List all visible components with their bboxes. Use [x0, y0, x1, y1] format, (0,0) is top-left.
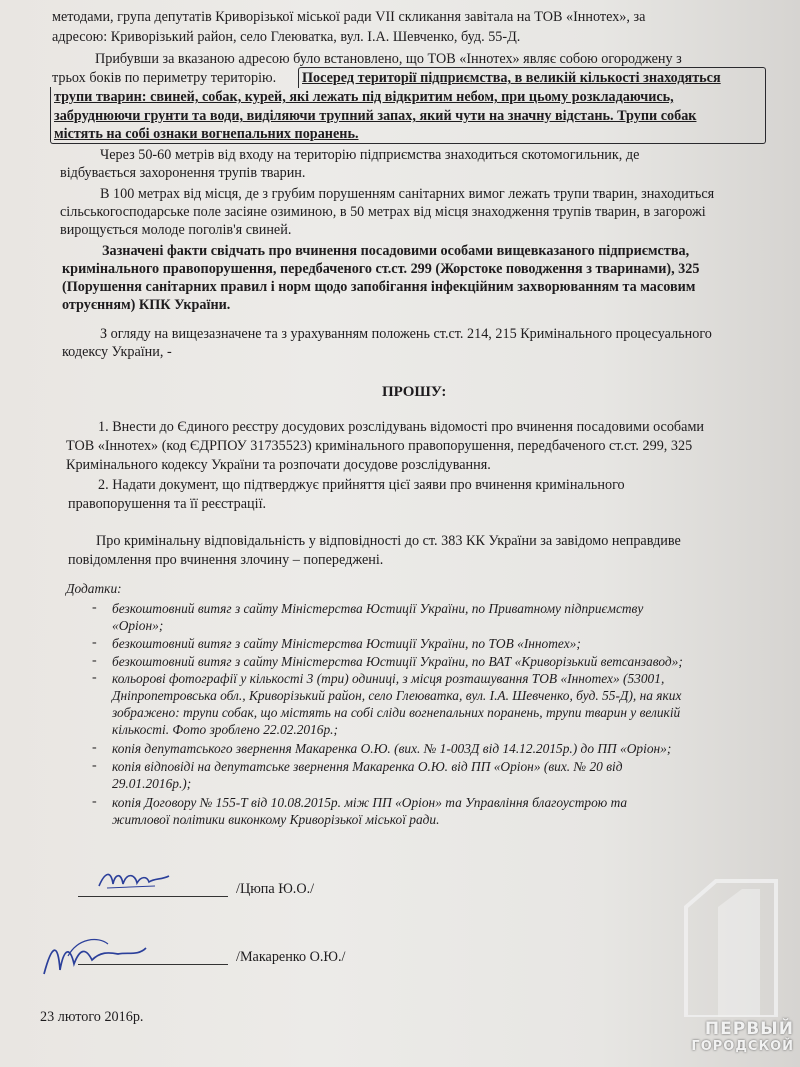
paragraph-line: сільськогосподарське поле засіяне озиминою, в 50 метрах від місця знаходження трупів тварин, в загорожі	[60, 204, 706, 220]
paragraph-line: Про кримінальну відповідальність у відповідності до ст. 383 КК України за завідомо неправдиве	[96, 533, 681, 549]
signature-line	[78, 950, 228, 965]
list-bullet: -	[92, 670, 97, 685]
watermark-line1: ПЕРВЫЙ	[704, 1019, 794, 1039]
request-item-line: ТОВ «Іннотех» (код ЄДРПОУ 31735523) кримінального правопорушення, передбаченого ст.ст. 299, 325	[66, 438, 693, 454]
attachment-line: Дніпропетровська обл., Криворізький район, село Глеюватка, вул. І.А. Шевченко, буд. 55-Д), на яких	[112, 688, 682, 703]
paragraph-line: Прибувши за вказаною адресою було встановлено, що ТОВ «Іннотех» являє собою огороджену з	[95, 51, 682, 67]
paragraph-line: В 100 метрах від місця, де з грубим порушенням санітарних вимог лежать трупи тварин, знаходиться	[100, 186, 715, 202]
paragraph-line: кримінального правопорушення, передбаченого ст.ст. 299 (Жорстоке поводження з тваринами), 325	[62, 261, 700, 277]
attachment-line: копія Договору № 155-Т від 10.08.2015р. між ПП «Оріон» та Управління благоустрою та	[112, 795, 628, 810]
paragraph-line: відбувається захоронення трупів тварин.	[60, 165, 306, 181]
attachment-line: копія відповіді на депутатське звернення Макаренка О.Ю. від ПП «Оріон» (вих. № 20 від	[112, 759, 623, 774]
attachment-line: безкоштовний витяг з сайту Міністерства Юстиції України, по ВАТ «Криворізький ветсанзавод»;	[112, 654, 683, 669]
list-bullet: -	[92, 758, 97, 773]
paragraph-line: З огляду на вищезазначене та з урахуванням положень ст.ст. 214, 215 Кримінального процесуального	[100, 326, 712, 342]
watermark-emblem-icon	[672, 867, 792, 1017]
attachment-line: зображено: трупи собак, що містять на собі сліди вогнепальних поранень, трупи тварин у великій	[112, 705, 681, 720]
signature-line	[78, 882, 228, 897]
highlighted-line: забруднюючи грунти та води, виділяючи трупний запах, який чути на значну відстань. Трупи собак	[54, 108, 697, 124]
signatory-name: /Макаренко О.Ю./	[236, 949, 346, 965]
request-item-line: 2. Надати документ, що підтверджує прийняття цієї заяви про вчинення кримінального	[98, 477, 625, 493]
list-bullet: -	[92, 635, 97, 650]
paragraph-line: Зазначені факти свідчать про вчинення посадовими особами вищевказаного підприємства,	[102, 243, 690, 259]
paragraph-line: вирощується молоде поголів'я свиней.	[60, 222, 292, 238]
attachment-line: безкоштовний витяг з сайту Міністерства Юстиції України, по ТОВ «Іннотех»;	[112, 636, 581, 651]
list-bullet: -	[92, 740, 97, 755]
attachment-line: кількості. Фото зроблено 22.02.2016р.;	[112, 722, 338, 737]
list-bullet: -	[92, 653, 97, 668]
paragraph-line: трьох боків по периметру територію.	[52, 70, 277, 86]
attachment-line: копія депутатського звернення Макаренка О.Ю. (вих. № 1-003Д від 14.12.2015р.) до ПП «Оріон»;	[112, 741, 672, 756]
paragraph-line: методами, група депутатів Криворізької міської ради VII скликання завітала на ТОВ «Іннотех», за	[52, 9, 646, 25]
paragraph-line: (Порушення санітарних правил і норм щодо запобігання інфекційним захворюванням та масовим	[62, 279, 696, 295]
attachment-line: житлової політики виконкому Криворізької міської ради.	[112, 812, 440, 827]
document-date: 23 лютого 2016р.	[40, 1009, 144, 1025]
attachment-line: кольорові фотографії у кількості 3 (три) одиниці, з місця розташування ТОВ «Іннотех» (53001,	[112, 671, 665, 686]
paragraph-line: кодексу України, -	[62, 344, 172, 360]
request-item-line: 1. Внести до Єдиного реєстру досудових розслідувань відомості про вчинення посадовими особами	[98, 419, 705, 435]
paragraph-line: Через 50-60 метрів від входу на територію підприємства знаходиться скотомогильник, де	[100, 147, 640, 163]
highlighted-line: Посеред території підприємства, в великій кількості знаходяться	[302, 70, 721, 86]
watermark-line2: ГОРОДСКОЙ	[691, 1039, 794, 1054]
list-bullet: -	[92, 600, 97, 615]
attachment-line: безкоштовний витяг з сайту Міністерства Юстиції України, по Приватному підприємству	[112, 601, 644, 616]
attachment-line: «Оріон»;	[112, 618, 164, 633]
watermark-logo	[680, 867, 800, 1067]
paragraph-line: адресою: Криворізький район, село Глеюватка, вул. І.А. Шевченко, буд. 55-Д.	[52, 29, 521, 45]
highlighted-line: трупи тварин: свиней, собак, курей, які лежать під відкритим небом, при цьому розкладаючись,	[54, 89, 674, 105]
paragraph-line: отруєнням) КПК України.	[62, 297, 231, 313]
attachment-line: 29.01.2016р.);	[112, 776, 192, 791]
list-bullet: -	[92, 794, 97, 809]
request-heading: ПРОШУ:	[382, 384, 447, 400]
signatory-name: /Цюпа Ю.О./	[236, 881, 315, 897]
request-item-line: правопорушення та її реєстрації.	[68, 496, 267, 512]
paragraph-line: повідомлення про вчинення злочину – попереджені.	[68, 552, 384, 568]
request-item-line: Кримінального кодексу України та розпочати досудове розслідування.	[66, 457, 491, 473]
attachments-title: Додатки:	[66, 581, 122, 596]
highlighted-line: містять на собі ознаки вогнепальних поранень.	[54, 126, 359, 142]
